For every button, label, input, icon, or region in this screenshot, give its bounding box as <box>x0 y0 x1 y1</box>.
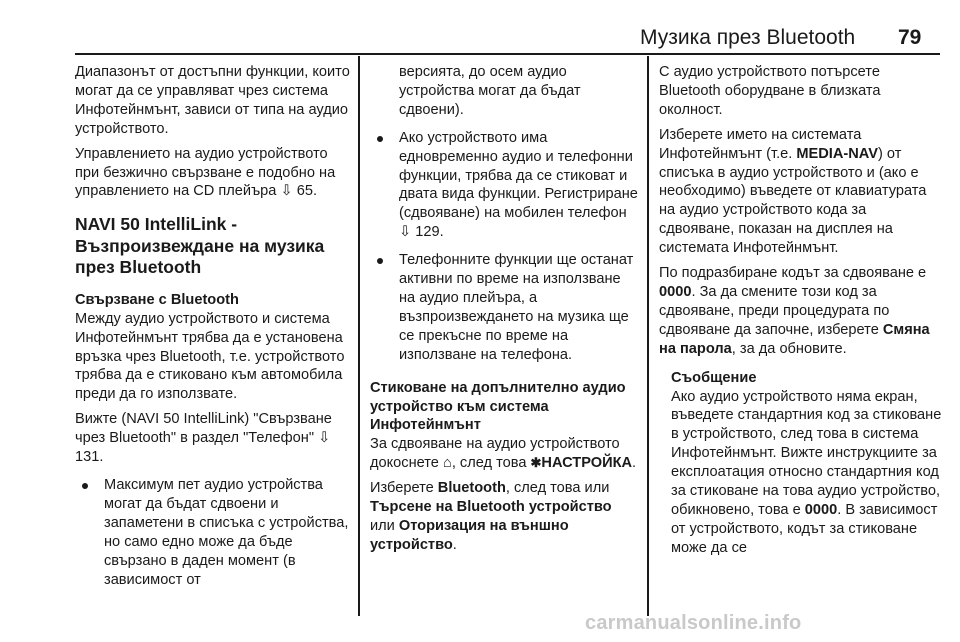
bullet-text: Максимум пет аудио устройства могат да бъдат сдвоени и запаметени в списъка с устройства, но само едно може да бъде свързано в даден момент (в зависимост от <box>104 477 349 588</box>
text: Изберете името на системата Инфотейнмънт (т.е. <box>659 126 862 162</box>
note-heading: Съобщение <box>671 369 757 386</box>
paragraph: Между аудио устройството и система Инфотейнмънт трябва да е установена връзка чрез Bluetooth, т.е. устройството трябва да е стиковано към автомобила преди да го използвате. <box>75 310 345 403</box>
text: По подразбиране кодът за сдвояване е <box>659 265 927 282</box>
bullet-text: Телефонните функции ще останат активни по време на използване на аудио плейъра, а възпроизвеждането на музика ще се прекъсне по време на използване на телефона. <box>399 252 634 363</box>
column-2 <box>370 63 640 561</box>
watermark: carmanualsonline.info <box>585 612 802 634</box>
menu-item-label: НАСТРОЙКА <box>541 455 633 472</box>
subsection-heading: Свързване с Bluetooth <box>75 291 239 308</box>
paragraph: С аудио устройството потърсете Bluetooth оборудване в близката околност. <box>659 64 881 118</box>
paragraph: Диапазонът от достъпни функции, които могат да се управляват чрез система Инфотейнмънт, зависи от типа на аудио устройството. <box>75 64 350 137</box>
pairing-code: 0000 <box>659 283 692 300</box>
paragraph <box>75 145 350 202</box>
paragraph <box>75 410 350 467</box>
subsection-heading: Стиковане на допълнително аудио устройство към система Инфотейнмънт <box>370 379 626 434</box>
column-1 <box>75 63 350 597</box>
bullet-text: Ако устройството има едновременно аудио и телефонни функции, трябва да се стиковат и двата вида функции. Регистриране (сдвояване) на мобилен телефон <box>399 129 638 222</box>
page-header <box>0 0 960 56</box>
bullet-dot-icon <box>377 258 383 264</box>
note-box <box>659 369 944 558</box>
text: , за да обновите. <box>731 340 847 357</box>
text: Изберете <box>370 480 438 497</box>
text: . <box>632 455 637 472</box>
settings-icon: ✱ <box>530 455 542 471</box>
column-divider-left <box>358 56 360 616</box>
bullet-dot-icon <box>82 483 88 489</box>
text: . В зависимост от устройството, кодът за стиковане може да се <box>671 501 938 556</box>
text: Вижте (NAVI 50 IntelliLink) "Свързване чрез Bluetooth" в раздел "Телефон" <box>75 411 332 447</box>
menu-item-label: Търсене на Bluetooth устройство <box>370 499 612 516</box>
text: За сдвояване на аудио устройството докоснете <box>370 436 620 472</box>
text: . <box>452 536 457 553</box>
bullet-item <box>370 251 640 364</box>
home-icon: ⌂ <box>442 455 452 472</box>
column-divider-right <box>647 56 649 616</box>
bullet-item <box>370 129 640 242</box>
note-text <box>671 388 944 558</box>
column-3 <box>659 63 944 564</box>
paragraph <box>659 264 944 359</box>
menu-item-label: Смяна на парола <box>659 321 930 357</box>
device-name: MEDIA-NAV <box>796 145 878 162</box>
text: , след това или <box>505 480 610 497</box>
section-title: Музика през Bluetooth <box>640 26 856 49</box>
text: Ако аудио устройството няма екран, въведете стандартния код за стиковане в устройството, след това в система Инфотейнмънт. Вижте инструкциите за експлоатация относно стандартния код за стиковане на това аудио устройство, обикновено, това е <box>671 388 942 518</box>
page-reference-link[interactable]: ⇩ 131. <box>75 430 331 466</box>
page-number: 79 <box>898 26 922 49</box>
text: или <box>370 517 399 534</box>
text: . За да смените този код за сдвояване, преди процедурата по сдвояване да започне, изберете <box>659 283 890 338</box>
header-rule <box>75 53 940 55</box>
paragraph-continued: версията, до осем аудио устройства могат да бъдат сдвоени). <box>399 64 581 118</box>
bullet-item <box>75 476 350 589</box>
text: Управлението на аудио устройството при безжично свързване е подобно на управлението на CD плейъра <box>75 145 336 200</box>
paragraph <box>370 479 640 555</box>
pairing-code: 0000 <box>804 501 838 518</box>
text: , след това <box>451 455 531 472</box>
page-reference-link[interactable]: ⇩ 65. <box>280 183 318 200</box>
menu-item-label: Bluetooth <box>437 480 506 497</box>
section-heading: NAVI 50 IntelliLink - Възпроизвеждане на музика през Bluetooth <box>75 214 325 278</box>
bullet-dot-icon <box>377 136 383 142</box>
menu-item-label: Оторизация на външно устройство <box>370 517 569 553</box>
page-reference-link[interactable]: ⇩ 129. <box>399 224 444 241</box>
paragraph <box>370 435 640 473</box>
paragraph <box>659 126 944 258</box>
text: ) от списъка в аудио устройството и (ако е необходимо) въведете от клавиатурата на аудио устройството кода за сдвояване, показан на дисплея на системата Инфотейнмънт. <box>659 145 927 257</box>
